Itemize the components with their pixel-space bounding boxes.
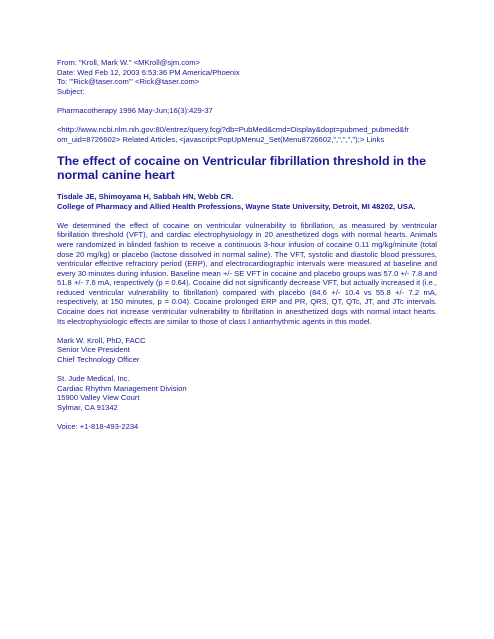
address-division: Cardiac Rhythm Management Division xyxy=(57,383,187,393)
signature-title-2: Chief Technology Officer xyxy=(57,355,140,365)
address-city: Sylmar, CA 91342 xyxy=(57,403,118,412)
email-subject: Subject: xyxy=(57,86,85,96)
email-date: Date: Wed Feb 12, 2003 6:53:36 PM America/Phoenix xyxy=(57,67,240,77)
pubmed-link-line-1[interactable]: <http://www.ncbi.nlm.nih.gov:80/entrez/query.fcgi?db=PubMed&cmd=Display&dopt=pubmed_pubmed&fr xyxy=(57,125,409,135)
voice-number: Voice: +1-818-493-2234 xyxy=(57,422,139,432)
signature-title-1: Senior Vice President xyxy=(57,345,130,355)
citation: Pharmacotherapy 1996 May-Jun;16(3):429-37 xyxy=(57,105,213,115)
document-page xyxy=(57,58,437,441)
article-title: The effect of cocaine on Ventricular fibrillation threshold in the normal canine heart xyxy=(57,153,427,182)
address-company: St. Jude Medical, Inc. xyxy=(57,374,130,384)
email-from: From: "Kroll, Mark W." <MKroll@sjm.com> xyxy=(57,58,201,67)
link-block[interactable] xyxy=(57,125,437,144)
email-to: To: "'Rick@taser.com'" <Rick@taser.com> xyxy=(57,77,200,87)
voice-block xyxy=(57,422,437,432)
article-abstract: We determined the effect of cocaine on ventricular vulnerability to fibrillation, as measured by ventricular fibrillation threshold (VFT), and cardiac electrophysiology in 20 anesthetized dogs with normal hearts. Animals were randomized in blinded fashion to receive a continuous 3-hour infusion of cocaine 0.11 mg/kg/minute (total dose 20 mg/kg) or placebo (lactose dissolved in normal saline). The VFT, systolic and diastolic blood pressures, ventricular effective refractory period (ERP), and electrocardiographic intervals were measured at baseline and every 30 minutes during infusion. Baseline mean +/- SE VFT in cocaine and placebo groups was 57.0 +/- 7.8 and 51.8 +/- 7.6 mA, respectively (p = 0.64). Cocaine did not significantly decrease VFT, but actually increased it (i.e., reduced ventricular vulnerability to fibrillation) compared with placebo (84.6 +/- 10.4 vs 55.8 +/- 7.2 mA, respectively, at 150 minutes, p = 0.04). Cocaine prolonged ERP and PR, QRS, QT, QTc, JT, and JTc intervals. Cocaine does not increase ventricular vulnerability to fibrillation in anesthetized dogs with normal intact hearts. Its electrophysiologic effects are similar to those of class I antiarrhythmic agents in this model. xyxy=(57,220,437,326)
signature-name: Mark W. Kroll, PhD, FACC xyxy=(57,335,146,345)
article-affiliation: College of Pharmacy and Allied Health Professions, Wayne State University, Detroit, MI 48202, USA. xyxy=(57,201,416,211)
citation-block xyxy=(57,106,437,116)
address-block xyxy=(57,374,437,412)
article-authors-block xyxy=(57,192,437,211)
email-header xyxy=(57,58,437,96)
article-authors: Tisdale JE, Shimoyama H, Sabbah HN, Webb CR. xyxy=(57,191,234,201)
pubmed-link-line-2[interactable]: om_uid=8726602> Related Articles, <javascript:PopUpMenu2_Set(Menu8726602,",",",",");> Links xyxy=(57,134,385,144)
signature-block xyxy=(57,336,437,365)
address-street: 15900 Valley View Court xyxy=(57,393,140,403)
